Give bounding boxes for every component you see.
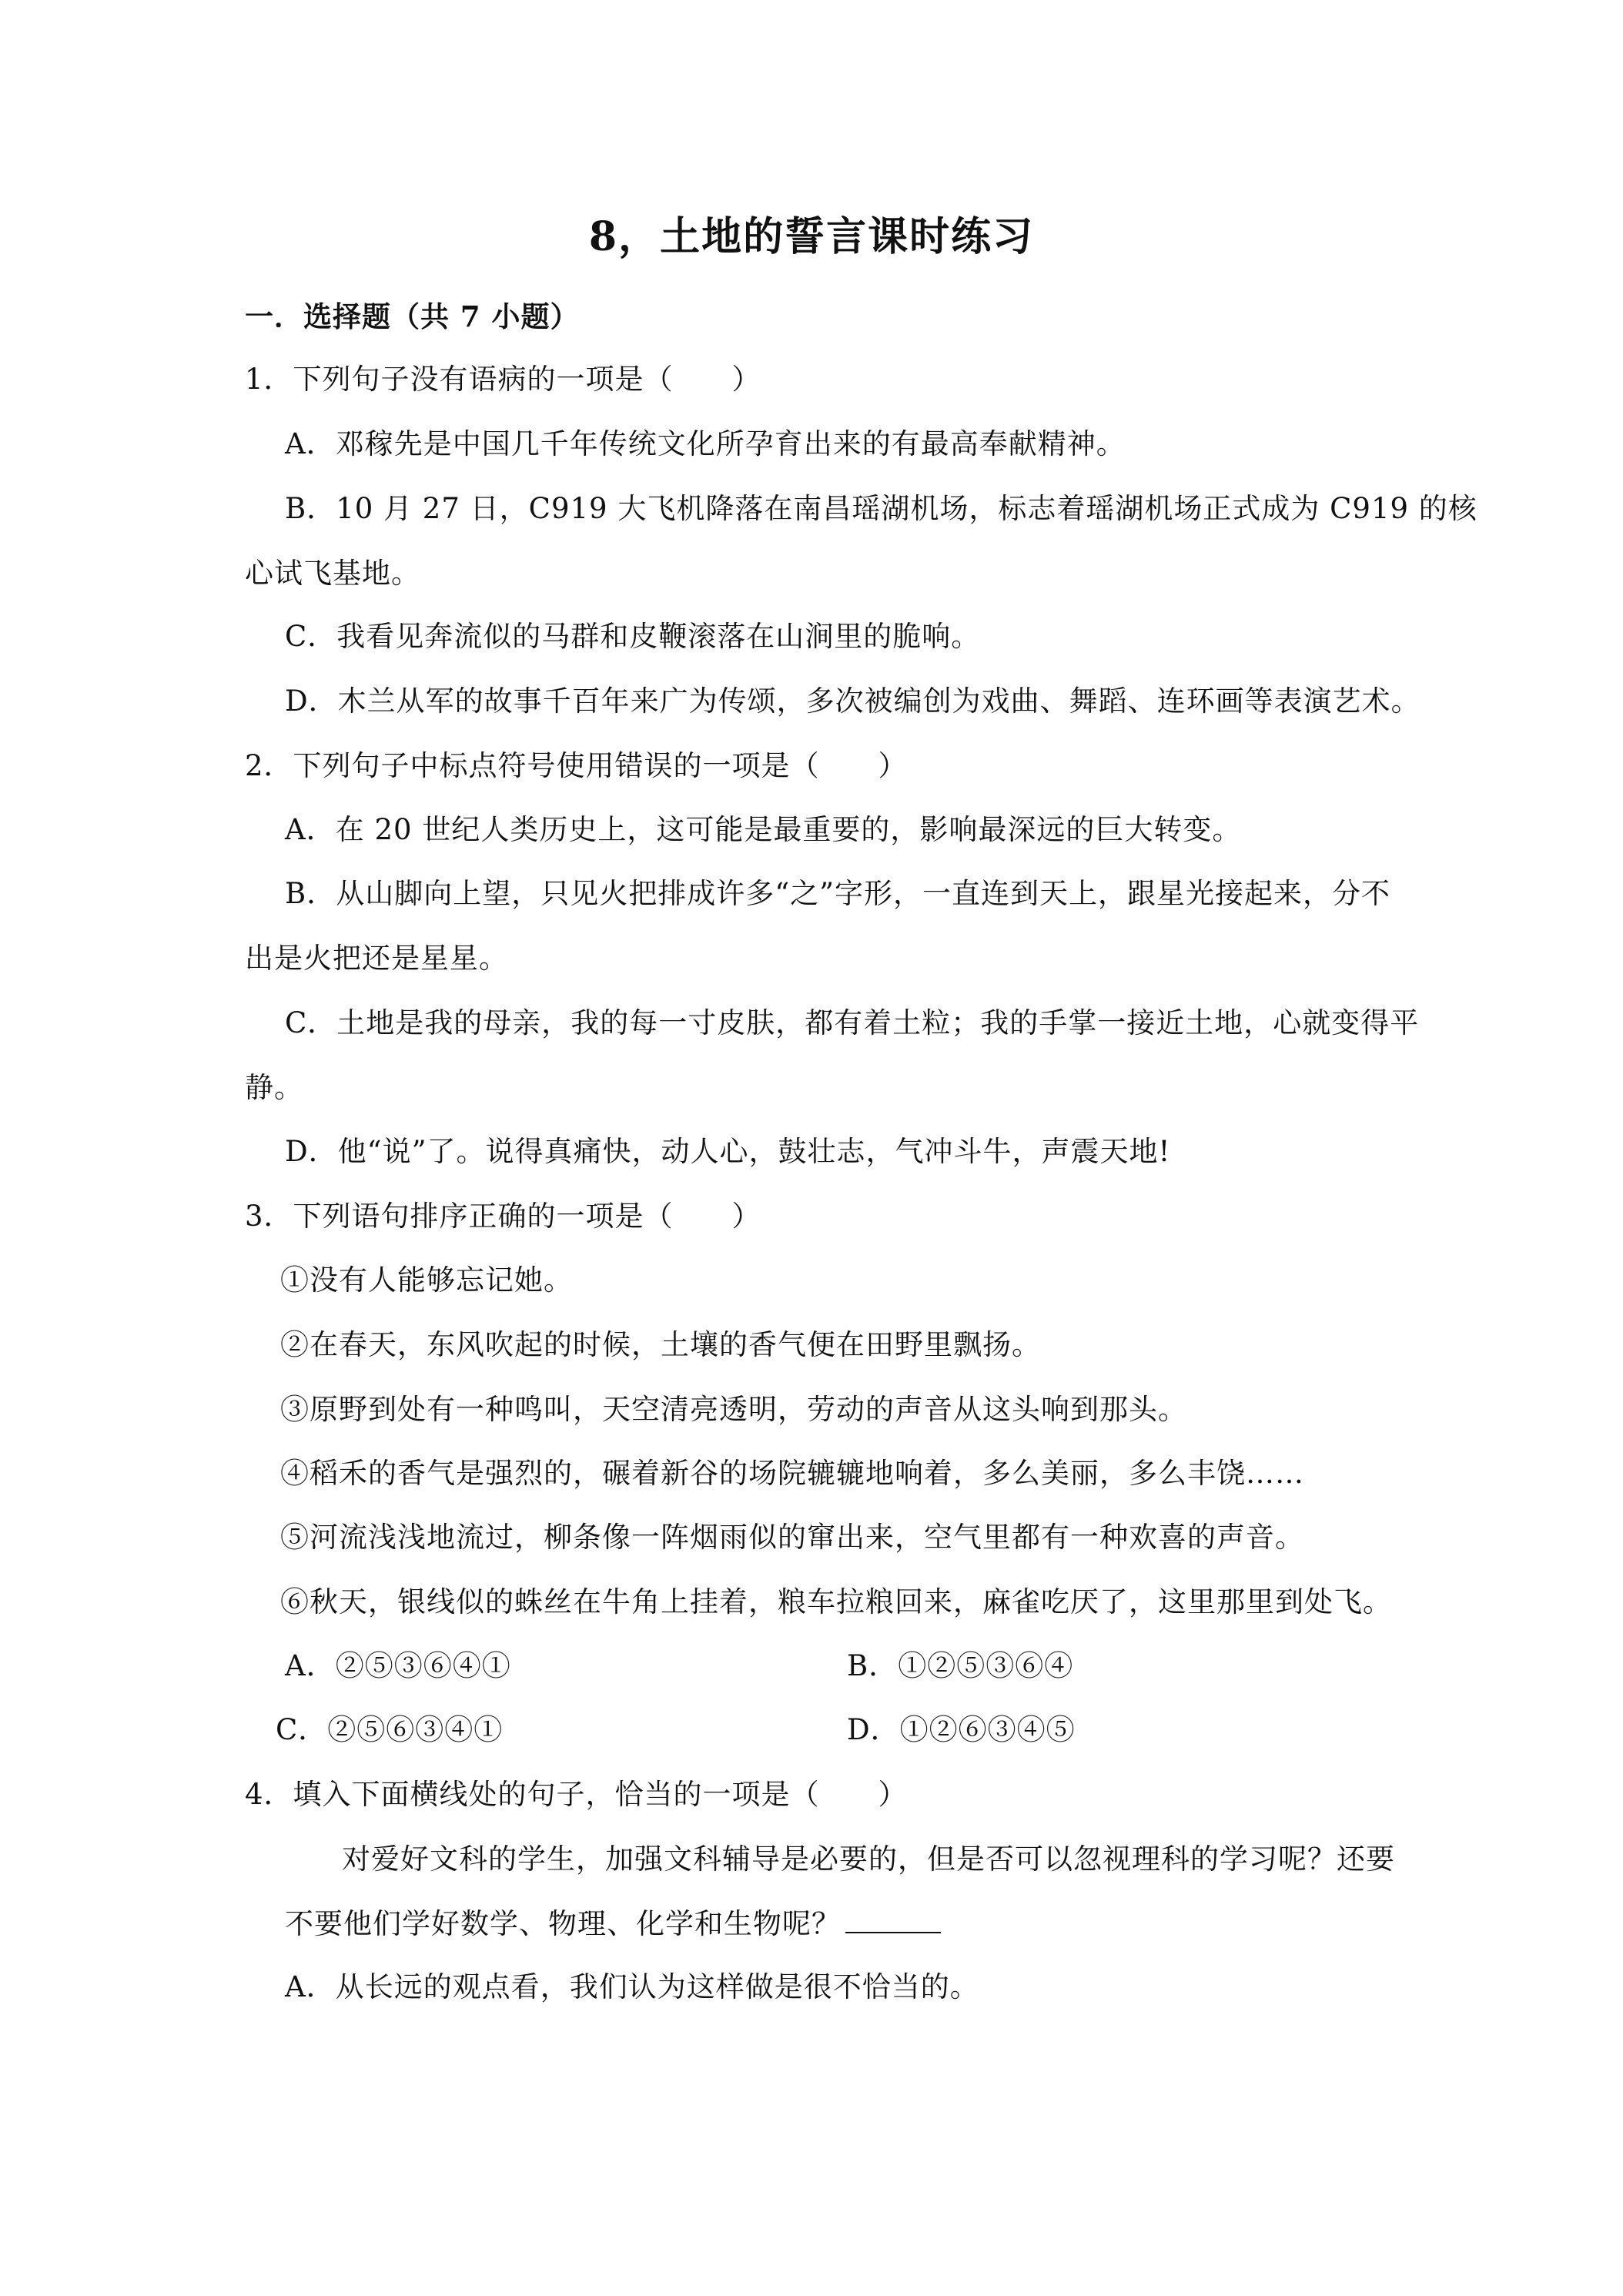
question-4-stem: 4．填入下面横线处的句子，恰当的一项是（ ）: [245, 1778, 908, 1811]
question-1-option-b-cont: 心试飞基地。: [245, 557, 420, 590]
question-4-passage-line-1: 对爱好文科的学生，加强文科辅导是必要的，但是否可以忽视理科的学习呢？还要: [342, 1842, 1395, 1876]
question-4-passage-line-2: [285, 1906, 941, 1942]
question-2-option-a: A．在 20 世纪人类历史上，这可能是最重要的，影响最深远的巨大转变。: [285, 813, 1242, 846]
question-1-option-d: D．木兰从军的故事千百年来广为传颂，多次被编创为戏曲、舞蹈、连环画等表演艺术。: [285, 684, 1421, 718]
question-3-sentence-3: ③原野到处有一种鸣叫，天空清亮透明，劳动的声音从这头响到那头。: [280, 1393, 1187, 1426]
question-1-option-a: A．邓稼先是中国几千年传统文化所孕育出来的有最高奉献精神。: [285, 427, 1126, 460]
question-3-sentence-4: ④稻禾的香气是强烈的，碾着新谷的场院辘辘地响着，多么美丽，多么丰饶……: [280, 1457, 1304, 1490]
question-4-option-a: A．从长远的观点看，我们认为这样做是很不恰当的。: [285, 1970, 979, 2003]
question-3-option-c: C．②⑤⑥③④①: [276, 1713, 504, 1746]
question-2-option-b: B．从山脚向上望，只见火把排成许多“之”字形，一直连到天上，跟星光接起来，分不: [285, 877, 1391, 910]
question-3-option-a: A．②⑤③⑥④①: [285, 1649, 511, 1682]
question-3-stem: 3．下列语句排序正确的一项是（ ）: [245, 1200, 761, 1233]
question-2-option-b-cont: 出是火把还是星星。: [245, 942, 508, 975]
question-3-sentence-2: ②在春天，东风吹起的时候，土壤的香气便在田野里飘扬。: [280, 1328, 1041, 1361]
question-3-sentence-1: ①没有人能够忘记她。: [280, 1263, 573, 1297]
question-2-stem: 2．下列句子中标点符号使用错误的一项是（ ）: [245, 749, 908, 782]
question-1-stem: 1．下列句子没有语病的一项是（ ）: [245, 363, 761, 396]
section-heading: 一．选择题（共 7 小题）: [245, 300, 580, 333]
question-3-option-b: B．①②⑤③⑥④: [847, 1649, 1074, 1682]
question-2-option-d: D．他“说”了。说得真痛快，动人心，鼓壮志，气冲斗牛，声震天地!: [285, 1135, 1171, 1168]
question-2-option-c: C．土地是我的母亲，我的每一寸皮肤，都有着土粒；我的手掌一接近土地，心就变得平: [285, 1006, 1420, 1039]
question-4-passage-text: 不要他们学好数学、物理、化学和生物呢？: [285, 1907, 841, 1940]
question-3-sentence-6: ⑥秋天，银线似的蛛丝在牛角上挂着，粮车拉粮回来，麻雀吃厌了，这里那里到处飞。: [280, 1585, 1392, 1618]
page-title: 8，土地的誓言课时练习: [588, 213, 1035, 260]
question-3-sentence-5: ⑤河流浅浅地流过，柳条像一阵烟雨似的窜出来，空气里都有一种欢喜的声音。: [280, 1521, 1304, 1554]
answer-blank-line: [845, 1909, 941, 1933]
question-3-option-d: D．①②⑥③④⑤: [847, 1713, 1076, 1746]
question-2-option-c-cont: 静。: [245, 1071, 303, 1104]
question-1-option-c: C．我看见奔流似的马群和皮鞭滚落在山涧里的脆响。: [285, 620, 981, 653]
question-1-option-b: B．10 月 27 日，C919 大飞机降落在南昌瑶湖机场，标志着瑶湖机场正式成为 C919 的核: [285, 492, 1477, 525]
